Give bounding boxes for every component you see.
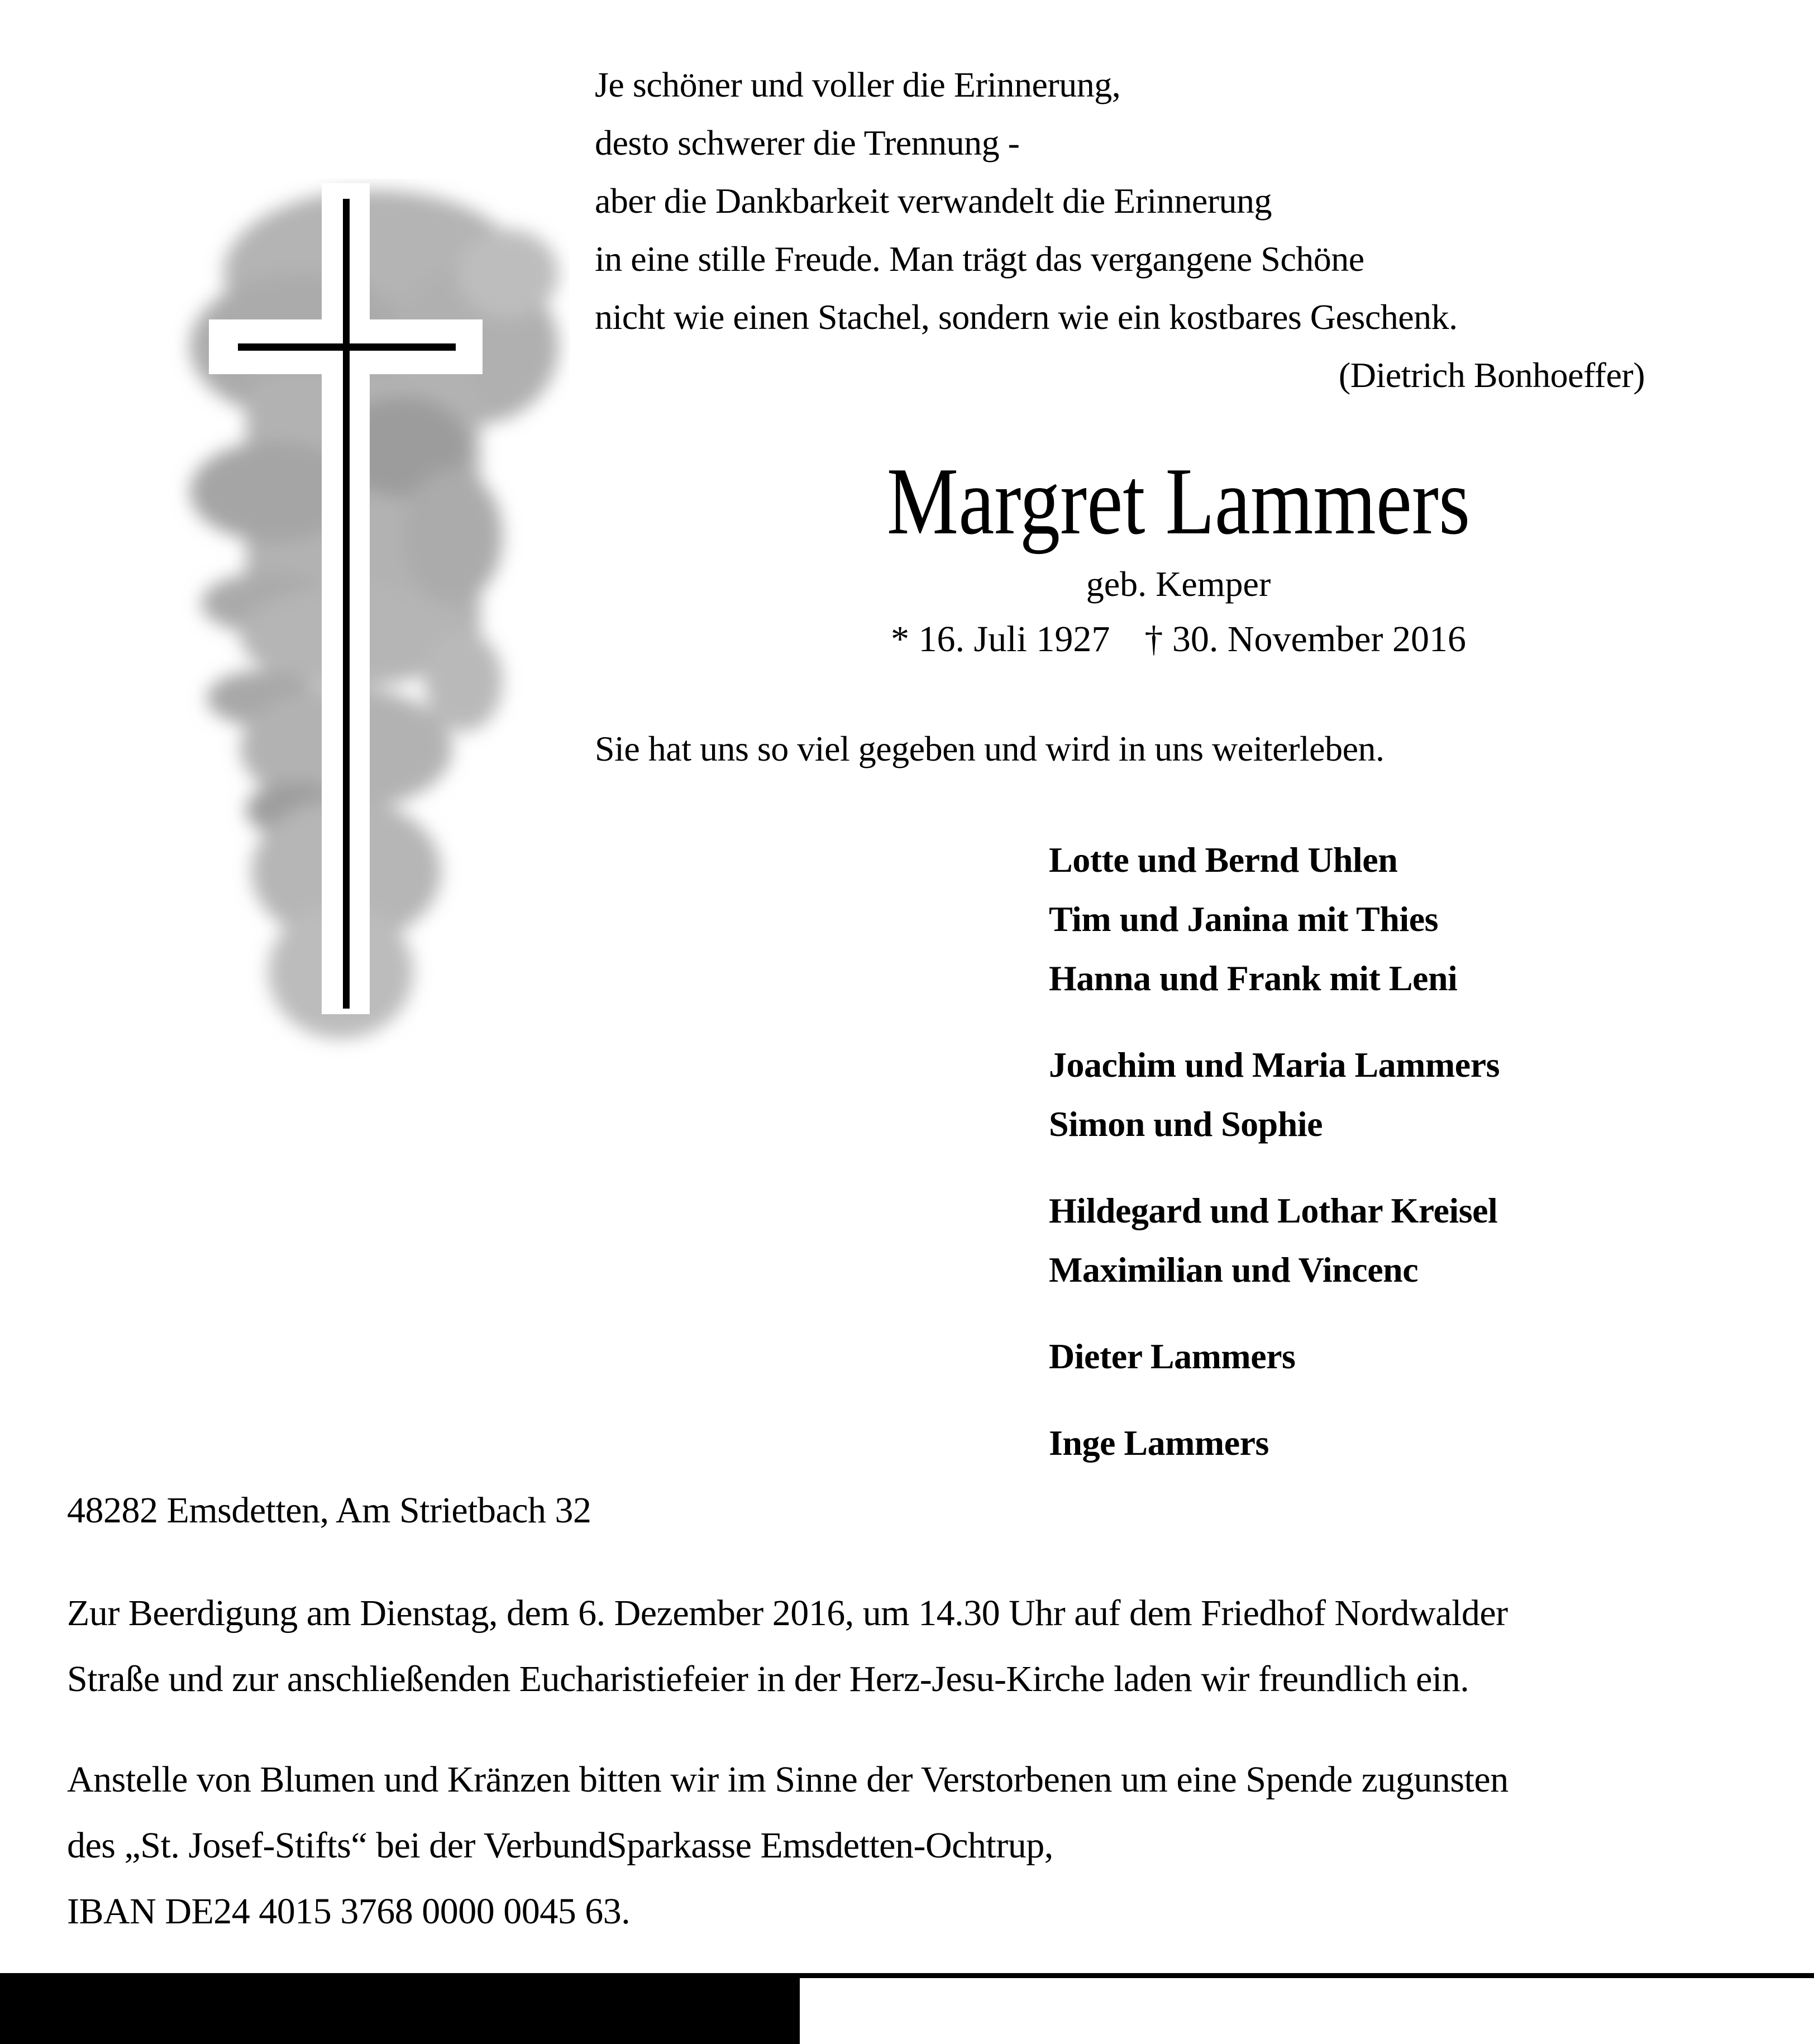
mourner-group xyxy=(1049,1327,1500,1386)
mourner-line: Hanna und Frank mit Leni xyxy=(1049,958,1458,998)
quote-line: nicht wie einen Stachel, sondern wie ein kostbares Geschenk. xyxy=(595,297,1458,337)
cross-illustration xyxy=(162,179,570,1067)
mourner-line: Tim und Janina mit Thies xyxy=(1049,899,1438,939)
mourner-line: Hildegard und Lothar Kreisel xyxy=(1049,1191,1498,1230)
gray-wash-texture xyxy=(190,190,558,1039)
donation-info-line: Anstelle von Blumen und Kränzen bitten wir im Sinne der Verstorbenen um eine Spende zugunsten xyxy=(67,1759,1509,1800)
quote-line: aber die Dankbarkeit verwandelt die Erinnerung xyxy=(595,181,1272,221)
mourner-group xyxy=(1049,830,1500,1008)
quote-line: desto schwerer die Trennung - xyxy=(595,123,1020,163)
mourner-group xyxy=(1049,1181,1500,1300)
family-address: 48282 Emsdetten, Am Strietbach 32 xyxy=(67,1490,591,1531)
mourner-line: Inge Lammers xyxy=(1049,1423,1269,1463)
maiden-name: geb. Kemper xyxy=(1086,564,1271,604)
mourner-line: Dieter Lammers xyxy=(1049,1336,1296,1376)
opening-quote xyxy=(595,56,1645,404)
quote-line: Je schöner und voller die Erinnerung, xyxy=(595,65,1121,104)
donation-info xyxy=(67,1747,1509,1945)
death-date: † 30. November 2016 xyxy=(1144,619,1466,660)
quote-line: in eine stille Freude. Man trägt das vergangene Schöne xyxy=(595,239,1364,279)
mourner-line: Lotte und Bernd Uhlen xyxy=(1049,840,1398,880)
mourner-line: Simon und Sophie xyxy=(1049,1104,1323,1144)
funeral-info-line: Zur Beerdigung am Dienstag, dem 6. Dezember 2016, um 14.30 Uhr auf dem Friedhof Nordwalder xyxy=(67,1593,1508,1634)
tribute-line: Sie hat uns so viel gegeben und wird in uns weiterleben. xyxy=(595,729,1385,768)
donation-info-line: des „St. Josef-Stifts“ bei der VerbundSparkasse Emsdetten-Ochtrup, xyxy=(67,1825,1053,1866)
mourner-group xyxy=(1049,1413,1500,1473)
life-dates xyxy=(595,611,1762,668)
mourners-list xyxy=(1049,830,1500,1500)
birth-date: * 16. Juli 1927 xyxy=(891,619,1110,660)
quote-attribution: (Dietrich Bonhoeffer) xyxy=(1338,355,1645,395)
mourner-group xyxy=(1049,1035,1500,1154)
funeral-info-line: Straße und zur anschließenden Eucharistiefeier in der Herz-Jesu-Kirche laden wir freundlich ein. xyxy=(67,1659,1469,1699)
mourner-line: Joachim und Maria Lammers xyxy=(1049,1045,1500,1085)
memorial-cross-art xyxy=(162,179,570,1067)
donation-info-line: IBAN DE24 4015 3768 0000 0045 63. xyxy=(67,1891,631,1932)
mourner-line: Maximilian und Vincenc xyxy=(1049,1250,1419,1290)
funeral-info xyxy=(67,1580,1508,1712)
bottom-black-bar xyxy=(0,1978,800,2044)
deceased-name: Margret Lammers xyxy=(886,448,1471,555)
bottom-divider-rule xyxy=(0,1973,1814,1978)
deceased-block xyxy=(595,446,1762,668)
